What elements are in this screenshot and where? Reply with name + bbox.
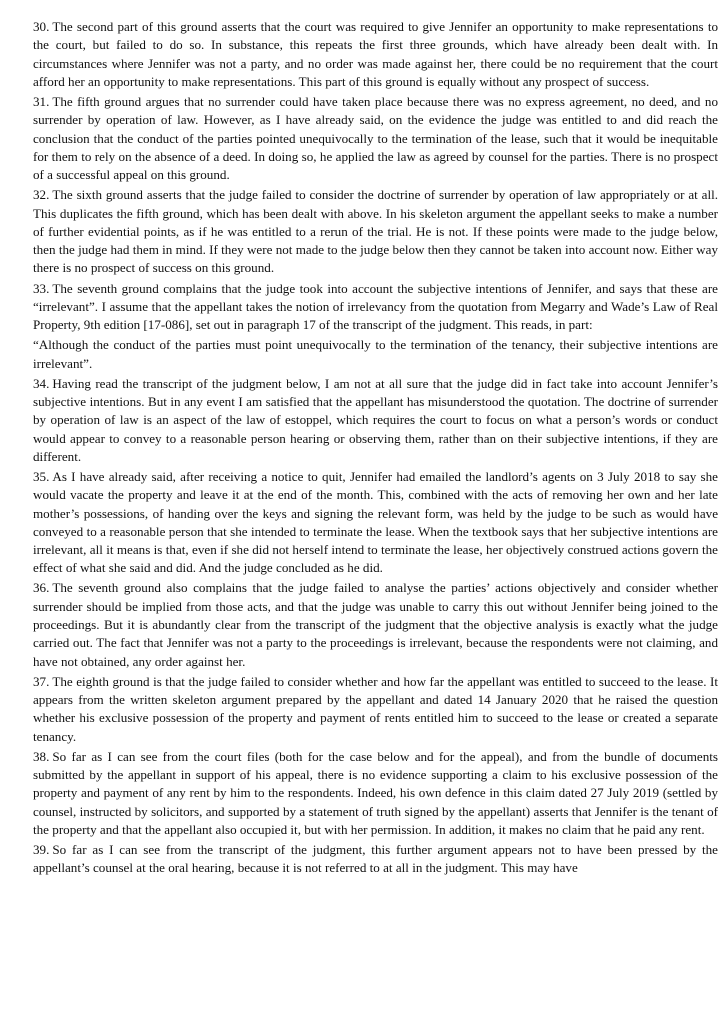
paragraph-number: 35.: [33, 468, 50, 484]
paragraph-39: [33, 841, 718, 878]
paragraph-text: So far as I can see from the transcript of the judgment, this further argument appears not to have been pressed by the appellant’s counsel at the oral hearing, because it is not referred to at all in the judgment. This may have: [33, 842, 718, 876]
paragraph-number: 30.: [33, 19, 50, 34]
paragraph-text: Having read the transcript of the judgment below, I am not at all sure that the judge did in fact take into account Jennifer’s subjective intentions. But in any event I am satisfied that the appellant has misunderstood the quotation. The doctrine of surrender by operation of law is an aspect of the law of estoppel, which requires the court to focus on what a person’s words or conduct would appear to convey to a reasonable person hearing or observing them, rather than on their subjective intentions, if they are different.: [33, 375, 718, 464]
paragraph-text: As I have already said, after receiving a notice to quit, Jennifer had emailed the landlord’s agents on 3 July 2018 to say she would vacate the property and leave it at the end of the month. This, combined with the acts of removing her own and her late mother’s possessions, of handing over the keys and signing the relevant form, was held by the judge to be such as would have conveyed to a reasonable person that she intended to terminate the lease. When the textbook says that her subjective intentions are irrelevant, all it means is that, even if she did not herself intend to terminate the lease, her objectively construed actions govern the effect of what she said and did. And the judge concluded as he did.: [33, 468, 718, 576]
paragraph-text: The seventh ground also complains that the judge failed to analyse the parties’ actions objectively and consider whether surrender should be implied from those acts, and that the judge was unable to carry this out without Jennifer being joined to the proceedings. But it is abundantly clear from the transcript of the judgment that the objective analysis is exactly what the judge carried out. The fact that Jennifer was not a party to the proceedings is irrelevant, because the respondents were not claiming, and have not obtained, any order against her.: [33, 580, 718, 669]
paragraph-number: 32.: [33, 187, 50, 203]
paragraph-32: [33, 186, 718, 277]
judgment-page: [33, 18, 718, 879]
paragraph-number: 39.: [33, 842, 50, 858]
block-quotation: [33, 336, 718, 373]
paragraph-36: [33, 579, 718, 670]
paragraph-38: [33, 748, 718, 839]
paragraph-text: The second part of this ground asserts that the court was required to give Jennifer an opportunity to make representations to the court, but failed to do so. In substance, this repeats the first three grounds, which have already been dealt with. In circumstances where Jennifer was not a party, and no order was made against her, there could be no requirement that the court afford her an opportunity to make representations. This part of this ground is equally without any prospect of success.: [33, 19, 718, 89]
paragraph-number: 38.: [33, 748, 50, 764]
paragraph-text: So far as I can see from the court files (both for the case below and for the appeal), and from the bundle of documents submitted by the appellant in support of his appeal, there is no evidence supporting a claim to his exclusive possession of the property and payment of any rent by him to the respondents. Indeed, his own defence in this claim dated 27 July 2019 (settled by counsel, instructed by solicitors, and supported by a statement of truth signed by the appellant) asserts that Jennifer is the tenant of the property and that the appellant also occupied it, but with her permission. In addition, it makes no claim that he paid any rent.: [33, 748, 718, 837]
paragraph-33: [33, 280, 718, 335]
paragraph-number: 31.: [33, 93, 50, 109]
paragraph-text: The eighth ground is that the judge failed to consider whether and how far the appellant was entitled to succeed to the lease. It appears from the written skeleton argument prepared by the appellant and dated 14 January 2020 that he raised the question whether his exclusive possession of the property and payment of rents entitled him to succeed to the lease or created a separate tenancy.: [33, 673, 718, 744]
paragraph-number: 36.: [33, 580, 50, 596]
paragraph-number: 33.: [33, 280, 50, 296]
paragraph-31: [33, 93, 718, 184]
quotation-text: “Although the conduct of the parties must point unequivocally to the termination of the tenancy, their subjective intentions are irrelevant”.: [33, 337, 718, 371]
paragraph-37: [33, 673, 718, 746]
paragraph-34: [33, 375, 718, 466]
paragraph-text: The seventh ground complains that the judge took into account the subjective intentions of Jennifer, and says that these are “irrelevant”. I assume that the appellant takes the notion of irrelevancy from the quotation from Megarry and Wade’s Law of Real Property, 9th edition [17-086], set out in paragraph 17 of the transcript of the judgment. This reads, in part:: [33, 280, 718, 333]
paragraph-number: 34.: [33, 375, 50, 391]
paragraph-text: The sixth ground asserts that the judge failed to consider the doctrine of surrender by operation of law appropriately or at all. This duplicates the fifth ground, which has been dealt with above. In his skeleton argument the appellant seeks to make a number of further evidential points, as if he was entitled to a rerun of the trial. He is not. If these points were made to the judge below, then the judge had them in mind. If they were not made to the judge below then they cannot be taken into account now. Either way there is no prospect of success on this ground.: [33, 187, 718, 276]
paragraph-text: The fifth ground argues that no surrender could have taken place because there was no express agreement, no deed, and no surrender by operation of law. However, as I have already said, on the evidence the judge was entitled to and did reach the conclusion that the conduct of the parties pointed unequivocally to the termination of the lease, such that it would be inequitable for them to rely on the absence of a deed. In doing so, he applied the law as agreed by counsel for the parties. There is no prospect of a successful appeal on this ground.: [33, 93, 718, 183]
paragraph-30: [33, 18, 718, 91]
paragraph-35: [33, 468, 718, 578]
paragraph-number: 37.: [33, 673, 50, 689]
